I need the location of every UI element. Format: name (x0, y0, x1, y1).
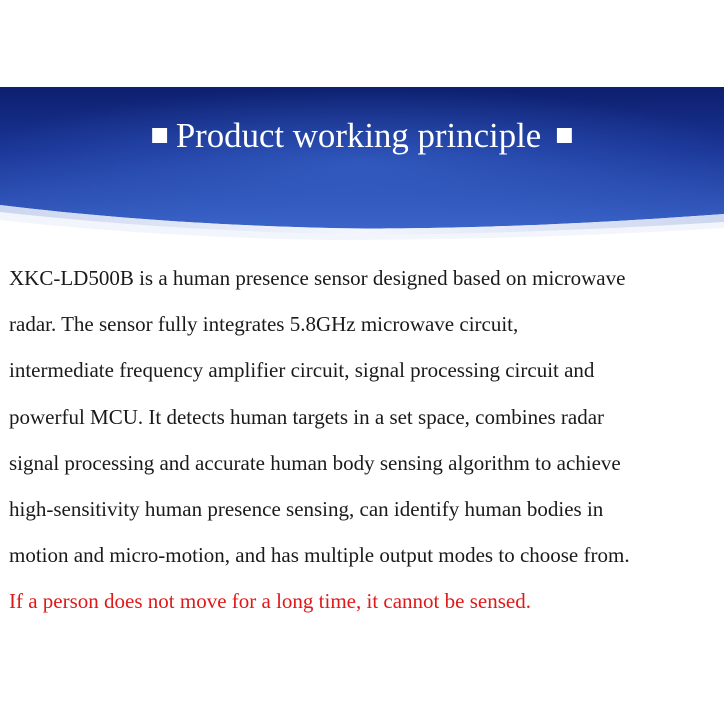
square-bullet-icon (152, 128, 167, 143)
header-banner (0, 0, 724, 240)
section-title-text: Product working principle (175, 116, 542, 155)
description-line: radar. The sensor fully integrates 5.8GHz microwave circuit, (9, 312, 519, 337)
square-bullet-icon (557, 128, 572, 143)
description-line: XKC-LD500B is a human presence sensor designed based on microwave (9, 266, 626, 290)
description-line: motion and micro-motion, and has multiple output modes to choose from. (9, 543, 630, 568)
section-title (2, 112, 722, 160)
description-line: powerful MCU. It detects human targets in a set space, combines radar (9, 404, 605, 429)
warning-note: If a person does not move for a long time, it cannot be sensed. (9, 589, 531, 614)
description-line: signal processing and accurate human body sensing algorithm to achieve (9, 450, 621, 475)
description-paragraph (9, 255, 721, 625)
description-line: intermediate frequency amplifier circuit, signal processing circuit and (9, 358, 595, 383)
description-line: high-sensitivity human presence sensing, can identify human bodies in (9, 496, 604, 521)
